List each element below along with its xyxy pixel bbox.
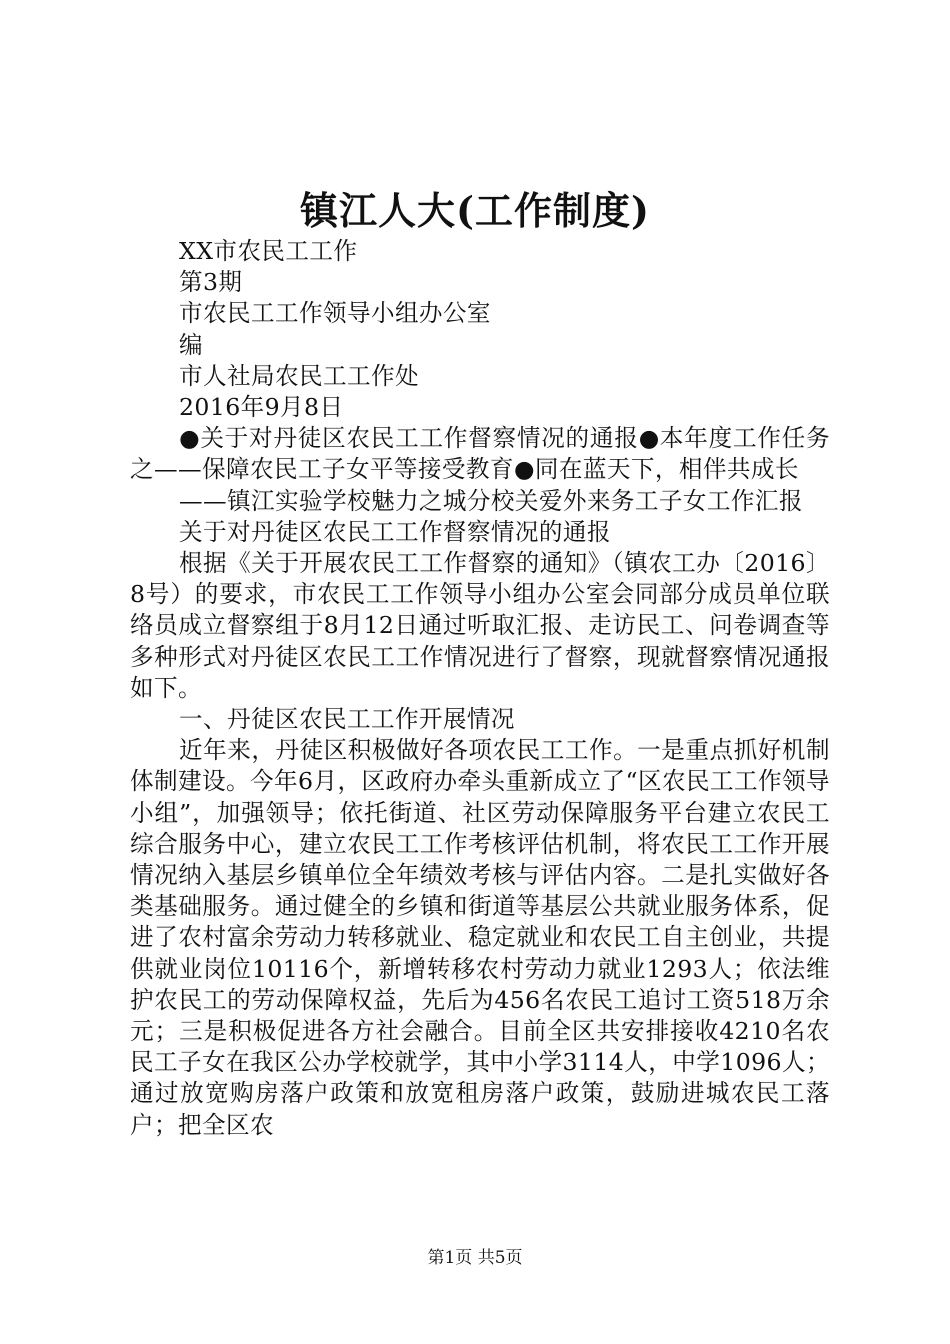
subtitle-line: ——镇江实验学校魅力之城分校关爱外来务工子女工作汇报 xyxy=(179,486,803,515)
body-paragraph: 近年来，丹徒区积极做好各项农民工工作。一是重点抓好机制体制建设。今年6月，区政府办牵头重新成立了“区农民工工作领导小组”，加强领导；依托街道、社区劳动保障服务平台建立农民工综合服务中心，建立农民工工作考核评估机制，将农民工工作开展情况纳入基层乡镇单位全年绩效考核与评估内容。二是扎实做好各类基础服务。通过健全的乡镇和街道等基层公共就业服务体系，促进了农村富余劳动力转移就业、稳定就业和农民工自主创业，共提供就业岗位10116个，新增转移农村劳动力就业1293人；依法维护农民工的劳动保障权益，先后为456名农民工追讨工资518万余元；三是积极促进各方社会融合。目前全区共安排接收4210名农民工子女在我区公办学校就学，其中小学3114人，中学1096人；通过放宽购房落户政策和放宽租房落户政策，鼓励进城农民工落户；把全区农 xyxy=(130,736,830,1139)
header-line-bulletin-name: XX市农民工工作 xyxy=(179,237,358,265)
header-line-edit: 编 xyxy=(179,330,203,359)
header-line-issue: 第3期 xyxy=(179,268,243,297)
section-title: 关于对丹徒区农民工工作督察情况的通报 xyxy=(179,517,611,546)
page-number-footer: 第1页 共5页 xyxy=(427,1248,523,1268)
header-line-department: 市人社局农民工工作处 xyxy=(179,361,419,390)
header-line-office: 市农民工工作领导小组办公室 xyxy=(179,299,491,328)
document-body xyxy=(130,236,830,1141)
contents-line: ●关于对丹徒区农民工工作督察情况的通报●本年度工作任务之——保障农民工子女平等接受教育●同在蓝天下，相伴共成长 xyxy=(130,424,830,484)
document-title: 镇江人大(工作制度) xyxy=(300,188,650,233)
heading-one: 一、丹徒区农民工工作开展情况 xyxy=(179,705,515,734)
header-line-date: 2016年9月8日 xyxy=(179,393,344,422)
intro-paragraph: 根据《关于开展农民工工作督察的通知》（镇农工办〔2016〕8号）的要求，市农民工工作领导小组办公室会同部分成员单位联络员成立督察组于8月12日通过听取汇报、走访民工、问卷调查等多种形式对丹徒区农民工工作情况进行了督察，现就督察情况通报如下。 xyxy=(130,549,830,702)
